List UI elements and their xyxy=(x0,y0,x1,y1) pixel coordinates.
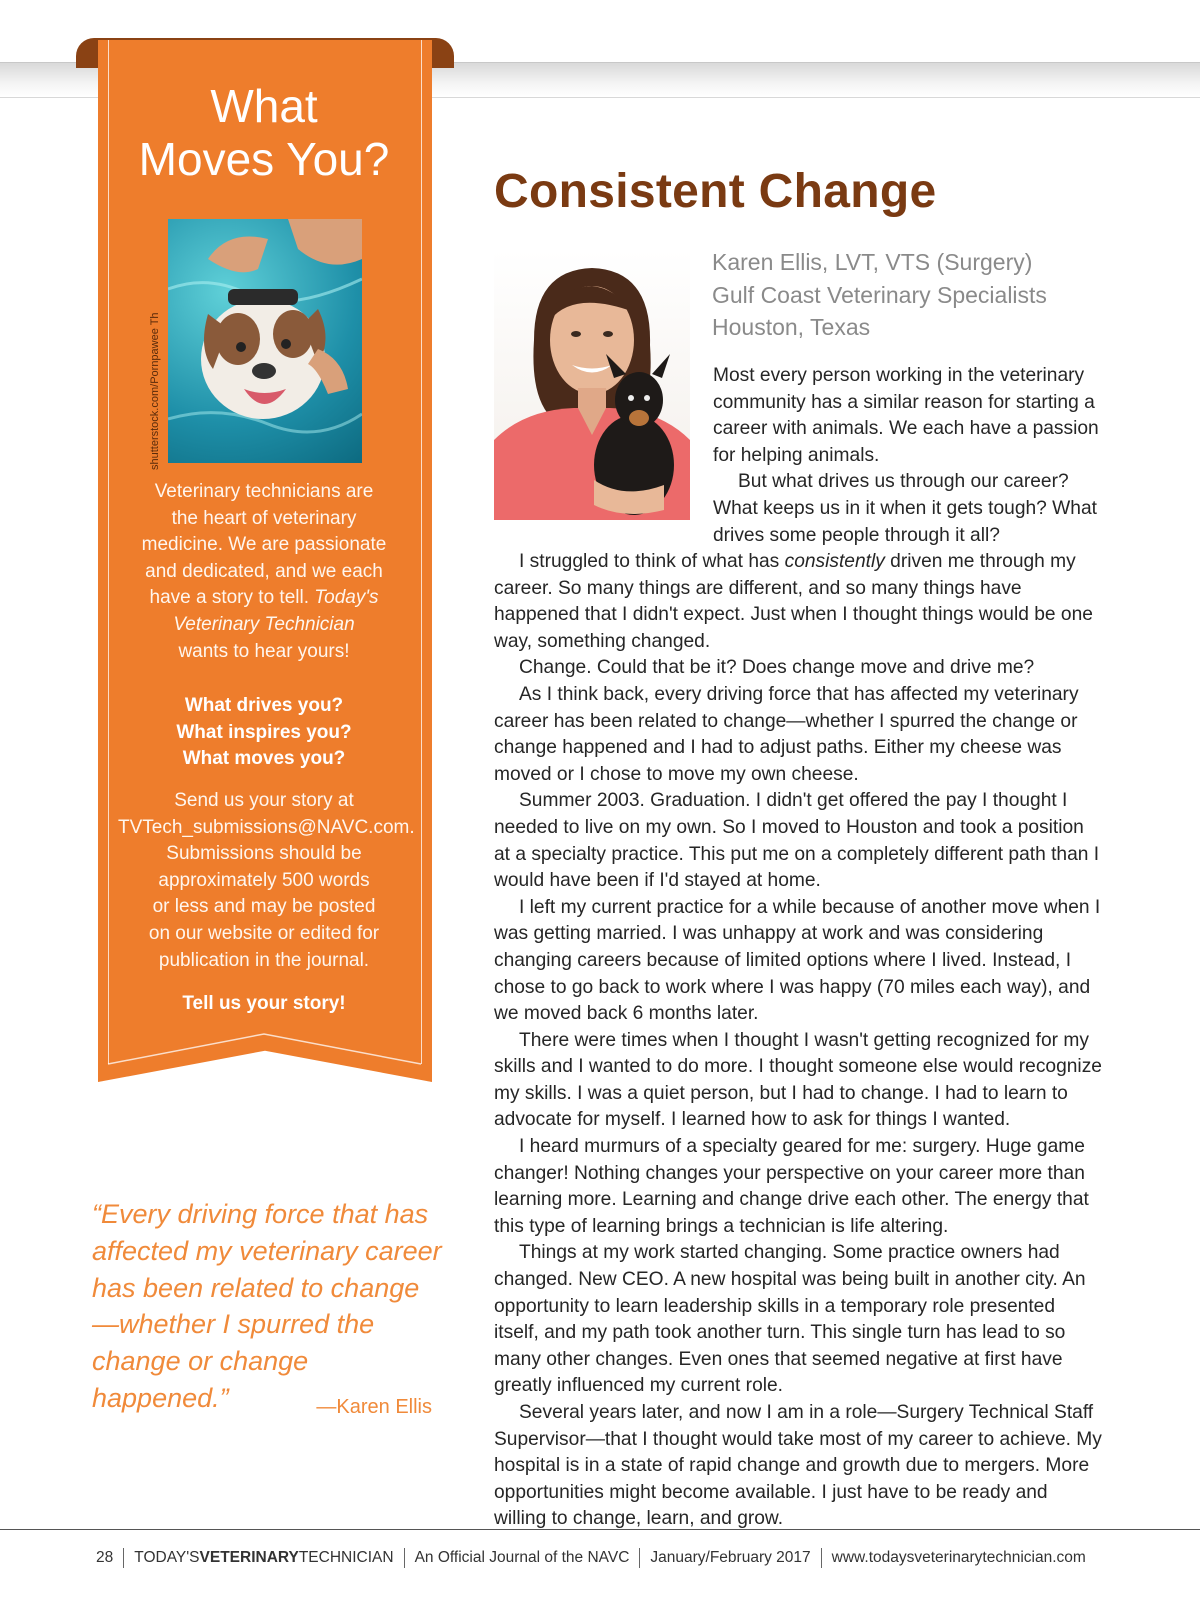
question: What inspires you? xyxy=(176,721,352,743)
sidebar-submission-info xyxy=(118,788,415,974)
brand-technician: TECHNICIAN xyxy=(298,1549,394,1567)
intro-line: have a story to tell. xyxy=(149,587,309,609)
footer-divider xyxy=(821,1548,822,1568)
ribbon-border-bottom xyxy=(108,1034,421,1070)
article-title: Consistent Change xyxy=(494,165,937,218)
article-paragraph: Summer 2003. Graduation. I didn't get offered the pay I thought I needed to live on my own. So I moved to Houston and took a position at a specialty practice. This put me on a completely different path than I would have been if I'd stayed at home. xyxy=(494,790,1100,892)
submit-line: or less and may be posted xyxy=(152,896,376,918)
sidebar-intro xyxy=(118,479,410,665)
article-paragraph: I left my current practice for a while because of another move when I was getting married. I was unhappy at work and was considering changing careers because of limited options where I lived. Instead, I chose to go back to work where I was happy (70 miles each way), and we moved back 6 months later. xyxy=(494,896,1101,1025)
issue-date: January/February 2017 xyxy=(650,1549,811,1567)
author-organization: Gulf Coast Veterinary Specialists xyxy=(712,281,1047,308)
author-photo xyxy=(494,250,690,520)
author-name: Karen Ellis, LVT, VTS (Surgery) xyxy=(712,249,1033,275)
article-paragraph: As I think back, every driving force that has affected my veterinary career has been related to change—whether I spurred the change or change happened and I had to adjust paths. Either my cheese was moved or I chose to move my own cheese. xyxy=(494,683,1079,785)
intro-line: medicine. We are passionate xyxy=(141,534,387,556)
article-paragraph: There were times when I thought I wasn't getting recognized for my skills and I wanted to do more. I thought someone else would recognize my skills. I was a quiet person, but I had to change. I had to learn to advocate for myself. I learned how to ask for things I wanted. xyxy=(494,1029,1102,1131)
brand-todays: TODAY'S xyxy=(134,1549,200,1567)
website-link[interactable]: www.todaysveterinarytechnician.com xyxy=(831,1549,1086,1567)
intro-end: wants to hear yours! xyxy=(178,640,350,662)
article-body-top xyxy=(713,363,1101,549)
submit-line: publication in the journal. xyxy=(158,949,370,971)
sidebar-title-line2: Moves You? xyxy=(138,133,390,185)
paragraph-text: I struggled to think of what has xyxy=(519,551,785,572)
intro-italic: Today's xyxy=(314,587,379,609)
sidebar-title-line1: What xyxy=(210,80,318,132)
intro-line: and dedicated, and we each xyxy=(145,560,383,582)
question: What moves you? xyxy=(182,748,346,770)
pull-quote: “Every driving force that has affected my veterinary career has been related to change—whether I spurred the change or change happened.” xyxy=(92,1199,442,1413)
pull-quote-attribution: —Karen Ellis xyxy=(316,1396,432,1418)
sidebar-title xyxy=(108,80,420,186)
intro-italic: Veterinary Technician xyxy=(173,613,355,635)
intro-line: Veterinary technicians are xyxy=(154,481,374,502)
footer-divider xyxy=(404,1548,405,1568)
photo-credit: shutterstock.com/Pornpawee Th xyxy=(149,312,161,470)
page-number: 28 xyxy=(96,1549,114,1567)
article-paragraph: Things at my work started changing. Some practice owners had changed. New CEO. A new hospital was being built in another city. An opportunity to learn leadership skills in a temporary role presented itself, and my path took another turn. This single turn has lead to so many other changes. Even ones that seemed negative at first have greatly influenced my current role. xyxy=(494,1242,1086,1397)
page-footer xyxy=(96,1548,1086,1568)
article-paragraph: Change. Could that be it? Does change move and drive me? xyxy=(519,657,1035,679)
author-byline xyxy=(712,246,1047,344)
footer-rule xyxy=(0,1529,1200,1530)
intro-line: the heart of veterinary xyxy=(171,507,357,529)
article-paragraph: I heard murmurs of a specialty geared for me: surgery. Huge game changer! Nothing changes your perspective on your career more than learning more. Learning and change drive each other. The energy that this type of learning brings a technician is life altering. xyxy=(494,1136,1089,1237)
article-paragraph xyxy=(494,549,1104,655)
submit-line: Submissions should be xyxy=(166,843,362,865)
question: What drives you? xyxy=(184,695,344,716)
author-location: Houston, Texas xyxy=(712,314,871,340)
journal-brand xyxy=(134,1549,393,1566)
submission-email-link[interactable]: TVTech_submissions@NAVC.com. xyxy=(118,816,415,838)
article-body-main xyxy=(494,549,1104,1533)
article-paragraph: Several years later, and now I am in a role—Surgery Technical Staff Supervisor—that I thought would take most of my career to achieve. My hospital is in a state of rapid change and growth due to mergers. More opportunities might become available. I just have to be ready and willing to change, learn, and grow. xyxy=(494,1402,1102,1530)
brand-veterinary: VETERINARY xyxy=(199,1549,299,1567)
sidebar-cta: Tell us your story! xyxy=(182,993,346,1014)
paragraph-emphasis: consistently xyxy=(784,551,885,572)
journal-affiliation: An Official Journal of the NAVC xyxy=(414,1549,630,1567)
sidebar-questions xyxy=(118,693,410,773)
paragraph-text: driven me through my career. So many things are different, and so many things have happened that I didn't expect. Just when I thought things would be one way, something changed. xyxy=(494,551,1093,652)
footer-divider xyxy=(639,1548,640,1568)
submit-line: approximately 500 words xyxy=(158,869,370,891)
article-paragraph: But what drives us through our career? What keeps us in it when it gets tough? What drives some people through it all? xyxy=(713,471,1097,546)
article-paragraph: Most every person working in the veterinary community has a similar reason for starting a career with animals. We each have a passion for helping animals. xyxy=(713,365,1099,466)
swimming-dog-photo xyxy=(168,219,362,463)
submit-line: Send us your story at xyxy=(174,790,354,811)
footer-divider xyxy=(123,1548,124,1568)
submit-line: on our website or edited for xyxy=(148,922,380,944)
